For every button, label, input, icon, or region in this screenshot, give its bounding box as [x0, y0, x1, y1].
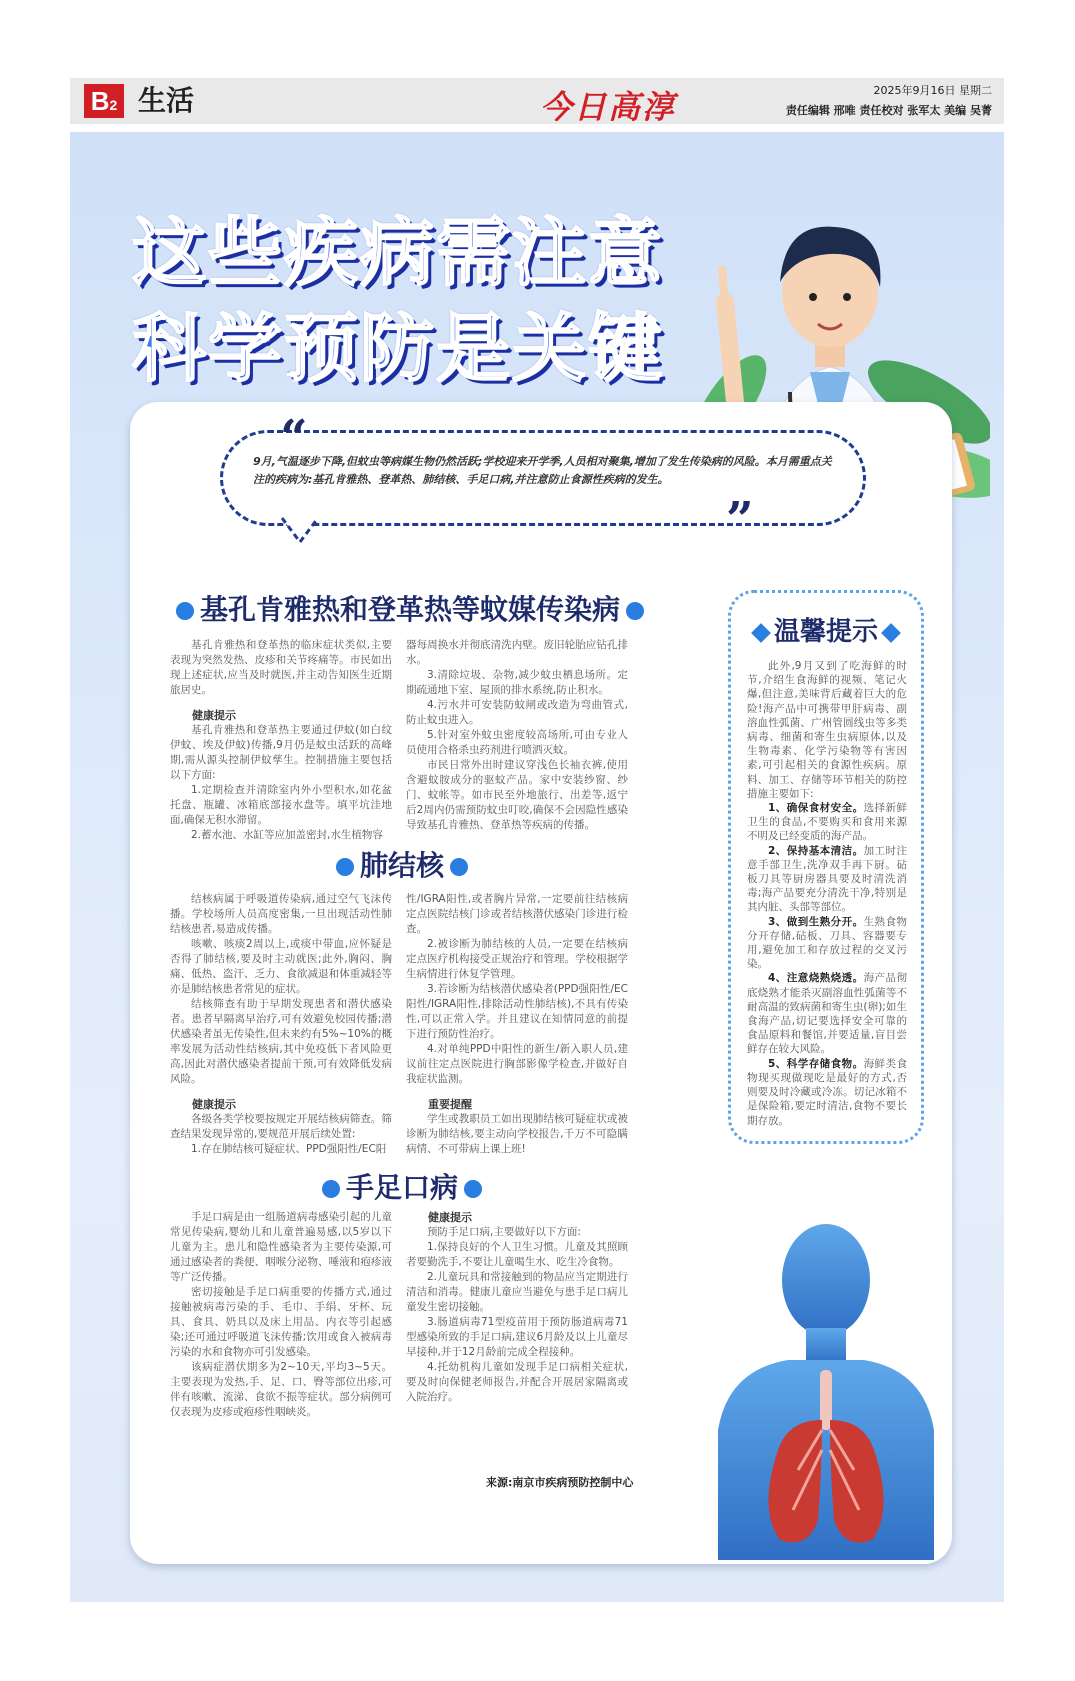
section-name: 生活 [138, 84, 195, 117]
tuberculosis-column-left: 结核病属于呼吸道传染病,通过空气飞沫传播。学校场所人员高度密集,一旦出现活动性肺结核患者,易造成传播。 咳嗽、咳痰2周以上,或痰中带血,应怀疑是否得了肺结核,要及时主动就医;此外,胸闷、胸痛、低热、盗汗、乏力、食欲减退和体重减轻等亦是肺结核患者常见的症状。 结核筛查有助于早期发现患者和潜伏感染者。患者早隔离早治疗,可有效避免校园传播;潜伏感染者虽无传染性,但未来约有5%~10%的概率发展为活动性结核病,其中免疫低下者风险更高,因此对潜伏感染者提前干预,可有效降低发病风险。 健康提示 各级各类学校要按规定开展结核病筛查。筛查结果发现异常的,要规范开展后续处置: 1.存在肺结核可疑症状、PPD强阳性/EC阳 [170, 893, 392, 1155]
bullet-dot-icon [176, 602, 194, 620]
hfmd-column-left: 手足口病是由一组肠道病毒感染引起的儿童常见传染病,婴幼儿和儿童普遍易感,以5岁以下儿童为主。患儿和隐性感染者为主要传染源,可通过感染者的粪便、咽喉分泌物、唾液和疱疹液等广泛传播。 密切接触是手足口病重要的传播方式,通过接触被病毒污染的手、毛巾、手绢、牙杯、玩具、食具、奶具以及床上用品、内衣等引起感染;还可通过呼吸道飞沫传播;饮用或食入被病毒污染的水和食物亦可引发感染。 该病症潜伏期多为2~10天,平均3~5天。主要表现为发热,手、足、口、臀等部位出疹,可伴有咳嗽、流涕、食欲不振等症状。部分病例可仅表现为皮疹或疱疹性咽峡炎。 [170, 1211, 392, 1418]
diamond-icon [881, 623, 901, 643]
bubble-tail-icon [280, 516, 320, 544]
section-title-mosquito: 基孔肯雅热和登革热等蚊媒传染病 [170, 588, 650, 628]
intro-quote-text: 9月,气温逐步下降,但蚊虫等病媒生物仍然活跃;学校迎来开学季,人员相对聚集,增加了发生传染病的风险。本月需重点关注的疾病为:基孔肯雅热、登革热、肺结核、手足口病,并注意防止食源性疾病的发生。 [253, 455, 832, 486]
hfmd-column-right: 健康提示 预防手足口病,主要做好以下方面: 1.保持良好的个人卫生习惯。儿童及其照顾者要勤洗手,不要让儿童喝生水、吃生冷食物。 2.儿童玩具和常接触到的物品应当定期进行清洁和消毒。健康儿童应当避免与患手足口病儿童发生密切接触。 3.肠道病毒71型疫苗用于预防肠道病毒71型感染所致的手足口病,建议6月龄及以上儿童尽早接种,并于12月龄前完成全程接种。 4.托幼机构儿童如发现手足口病相关症状,要及时向保健老师报告,并配合开展居家隔离或入院治疗。 [406, 1211, 628, 1403]
lungs-illustration [718, 1220, 934, 1560]
masthead [70, 78, 1004, 124]
paper-logo: 今日高淳 [540, 88, 677, 126]
section-title-hfmd: 手足口病 [316, 1166, 488, 1206]
editor-credits: 责任编辑 邢唯 责任校对 张军太 美编 吴菁 [785, 104, 992, 117]
mosquito-column-right: 器每周换水并彻底清洗内壁。废旧轮胎应钻孔排水。 3.清除垃圾、杂物,减少蚊虫栖息场所。定期疏通地下室、屋顶的排水系统,防止积水。 4.污水井可安装防蚊闸或改造为弯曲管式,防止蚊虫进入。 5.针对室外蚊虫密度较高场所,可由专业人员使用合格杀虫药剂进行喷洒灭蚊。 市民日常外出时建议穿浅色长袖衣裤,使用含避蚊胺成分的驱蚊产品。家中安装纱窗、纱门、蚊帐等。如市民至外地旅行、出差等,返宁后2周内仍需预防蚊虫叮咬,确保不会因隐性感染导致基孔肯雅热、登革热等疾病的传播。 [406, 639, 628, 831]
page-badge: B2 [84, 84, 124, 118]
bullet-dot-icon [322, 1180, 340, 1198]
bullet-dot-icon [450, 858, 468, 876]
issue-date: 2025年9月16日 星期二 [873, 84, 992, 97]
tips-title: 温馨提示 [731, 611, 921, 648]
headline-line-1: 这些疾病需注意 [132, 210, 664, 296]
intro-quote-bubble [220, 430, 866, 526]
headline-line-2: 科学预防是关键 [132, 306, 664, 392]
poster [70, 132, 1004, 1602]
source-credit: 来源:南京市疾病预防控制中心 [486, 1476, 634, 1489]
section-title-tuberculosis: 肺结核 [330, 844, 474, 884]
diamond-icon [751, 623, 771, 643]
tuberculosis-column-right: 性/IGRA阳性,或者胸片异常,一定要前往结核病定点医院结核门诊或者结核潜伏感染门诊进行检查。 2.被诊断为肺结核的人员,一定要在结核病定点医疗机构接受正规治疗和管理。学校根据学生病情进行休复学管理。 3.若诊断为结核潜伏感染者(PPD强阳性/EC阳性/IGRA阳性,排除活动性肺结核),不具有传染性,可以正常入学。并且建议在知情同意的前提下进行预防性治疗。 4.对单纯PPD中阳性的新生/新入职人员,建议前往定点医院进行胸部影像学检查,并做好自我症状监测。 重要提醒 学生或教职员工如出现肺结核可疑症状或被诊断为肺结核,要主动向学校报告,千万不可隐瞒病情、不可带病上课上班! [406, 893, 628, 1155]
quote-open-icon: “ [280, 410, 308, 466]
tips-box [728, 590, 924, 1144]
bullet-dot-icon [464, 1180, 482, 1198]
mosquito-column-left: 基孔肯雅热和登革热的临床症状类似,主要表现为突然发热、皮疹和关节疼痛等。市民如出现上述症状,应当及时就医,并主动告知医生近期旅居史。 健康提示 基孔肯雅热和登革热主要通过伊蚊(如白纹伊蚊、埃及伊蚊)传播,9月仍是蚊虫活跃的高峰期,需从源头控制伊蚊孳生。控制措施主要包括以下方面: 1.定期检查并清除室内外小型积水,如花盆托盘、瓶罐、冰箱底部接水盘等。填平坑洼地面,确保无积水滞留。 2.蓄水池、水缸等应加盖密封,水生植物容 [170, 639, 392, 841]
content-card [130, 402, 952, 1564]
bullet-dot-icon [336, 858, 354, 876]
bullet-dot-icon [626, 602, 644, 620]
tips-body: 此外,9月又到了吃海鲜的时节,介绍生食海鲜的视频、笔记火爆,但注意,美味背后藏着巨大的危险!海产品中可携带甲肝病毒、副溶血性弧菌、广州管圆线虫等多类病毒、细菌和寄生虫病原体,以及生物毒素、化学污染物等有害因素,可引起相关的食源性疾病。原料、加工、存储等环节相关的防控措施主要如下: 1、确保食材安全。选择新鲜卫生的食品,不要购买和食用来源不明及已经变质的海产品。 2、保持基本清洁。加工时注意手部卫生,洗净双手再下厨。砧板刀具等厨房器具要及时清洗消毒;海产品要充分清洗干净,特别是其内脏、头部等部位。 3、做到生熟分开。生熟食物分开存储,砧板、刀具、容器要专用,避免加工和存放过程的交叉污染。 4、注意烧熟烧透。海产品彻底烧熟才能杀灭副溶血性弧菌等不耐高温的致病菌和寄生虫(卵);如生食海产品,切记要选择安全可靠的食品原料和餐馆,并要适量,盲目尝鲜存在较大风险。 5、科学存储食物。海鲜类食物现买现做现吃是最好的方式,否则要及时冷藏或冷冻。切记冰箱不是保险箱,要定时清洁,食物不要长期存放。 [747, 660, 907, 1127]
quote-close-icon: ” [726, 492, 754, 548]
